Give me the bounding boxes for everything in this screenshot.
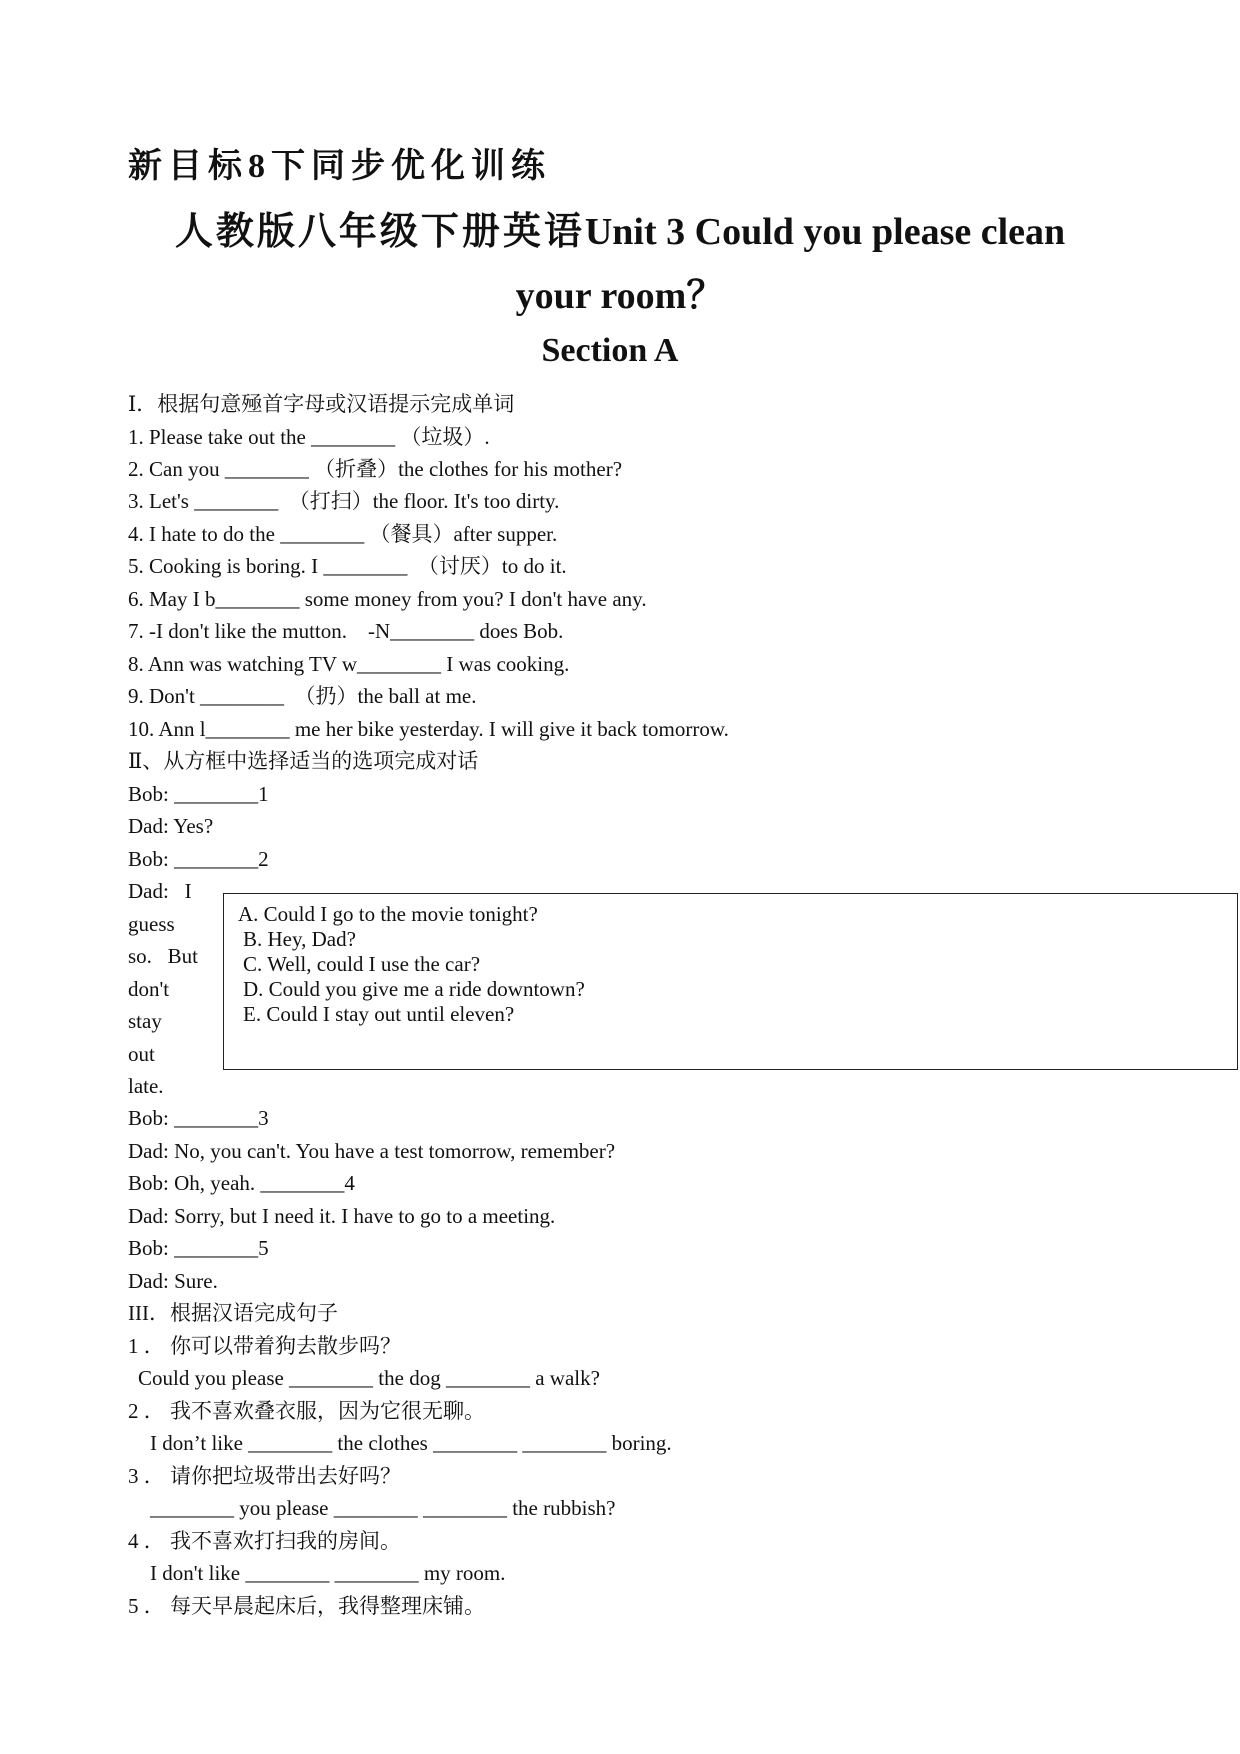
dialogue-dad-wrapped: so. But xyxy=(128,944,199,968)
section-title: Section A xyxy=(541,332,679,369)
part3-item-4-zh: 4 ． 我不喜欢打扫我的房间。 xyxy=(128,1529,401,1553)
worksheet-title xyxy=(0,200,1240,328)
dialogue-line: Dad: Sure. xyxy=(128,1269,218,1293)
part1-item-9: 9. Don't ________ （扔）the ball at me. xyxy=(128,684,477,708)
part1-item-6: 6. May I b________ some money from you? I don't have any. xyxy=(128,587,647,611)
series-title: 新目标8下同步优化训练 xyxy=(128,148,551,185)
option-c: C. Well, could I use the car? xyxy=(243,952,481,976)
part3-item-1-zh: 1 ． 你可以带着狗去散步吗？ xyxy=(128,1334,401,1358)
part1-item-7: 7. -I don't like the mutton. -N________ does Bob. xyxy=(128,619,564,643)
part3-item-3-zh: 3 ． 请你把垃圾带出去好吗？ xyxy=(128,1464,401,1488)
dialogue-dad-wrapped: Dad: I xyxy=(128,879,192,903)
title-continuation: your room？ xyxy=(515,275,725,317)
part3-item-5-zh: 5 ． 每天早晨起床后，我得整理床铺。 xyxy=(128,1594,485,1618)
part1-title: Ⅰ．根据句意殛首字母或汉语提示完成单词 xyxy=(128,392,515,416)
dialogue-line: Dad: No, you can't. You have a test tomorrow, remember? xyxy=(128,1139,616,1163)
part1-item-4: 4. I hate to do the ________ （餐具）after supper. xyxy=(128,522,558,546)
part1-item-3: 3. Let's ________ （打扫）the floor. It's too dirty. xyxy=(128,489,560,513)
part2-title: Ⅱ、从方框中选择适当的选项完成对话 xyxy=(128,749,479,773)
part3-item-2-zh: 2 ． 我不喜欢叠衣服，因为它很无聊。 xyxy=(128,1399,485,1423)
dialogue-dad-wrapped: out xyxy=(128,1042,155,1066)
dialogue-line: Dad: Yes? xyxy=(128,814,214,838)
dialogue-line: Bob: ________1 xyxy=(128,782,269,806)
part3-item-1-en: Could you please ________ the dog ________ a walk? xyxy=(138,1366,600,1390)
part1-item-1: 1. Please take out the ________ （垃圾）. xyxy=(128,425,490,449)
part1-item-10: 10. Ann l________ me her bike yesterday. I will give it back tomorrow. xyxy=(128,717,729,741)
dialogue-dad-wrapped: guess xyxy=(128,912,175,936)
title-chinese: 人教版八年级下册英语 xyxy=(174,211,585,253)
dialogue-line: Dad: Sorry, but I need it. I have to go to a meeting. xyxy=(128,1204,556,1228)
part1-item-8: 8. Ann was watching TV w________ I was cooking. xyxy=(128,652,570,676)
option-d: D. Could you give me a ride downtown? xyxy=(243,977,585,1001)
option-b: B. Hey, Dad? xyxy=(243,927,356,951)
part1-item-5: 5. Cooking is boring. I ________ （讨厌）to do it. xyxy=(128,554,567,578)
part3-item-4-en: I don't like ________ ________ my room. xyxy=(150,1561,506,1585)
option-a: A. Could I go to the movie tonight? xyxy=(238,902,538,926)
dialogue-line: Bob: ________2 xyxy=(128,847,269,871)
part3-title: III．根据汉语完成句子 xyxy=(128,1301,338,1325)
title-english: Unit 3 Could you please clean xyxy=(584,211,1066,253)
option-e: E. Could I stay out until eleven? xyxy=(243,1002,515,1026)
part3-item-2-en: I don’t like ________ the clothes ________ ________ boring. xyxy=(150,1431,672,1455)
dialogue-dad-wrapped: stay xyxy=(128,1009,162,1033)
part1-item-2: 2. Can you ________ （折叠）the clothes for his mother? xyxy=(128,457,623,481)
dialogue-line: Bob: ________3 xyxy=(128,1106,269,1130)
dialogue-line: Bob: Oh, yeah. ________4 xyxy=(128,1171,355,1195)
part3-item-3-en: ________ you please ________ ________ the rubbish? xyxy=(150,1496,616,1520)
options-box xyxy=(223,893,1238,1070)
dialogue-dad-wrapped: don't xyxy=(128,977,170,1001)
dialogue-line: Bob: ________5 xyxy=(128,1236,269,1260)
dialogue-dad-wrapped: late. xyxy=(128,1074,164,1098)
